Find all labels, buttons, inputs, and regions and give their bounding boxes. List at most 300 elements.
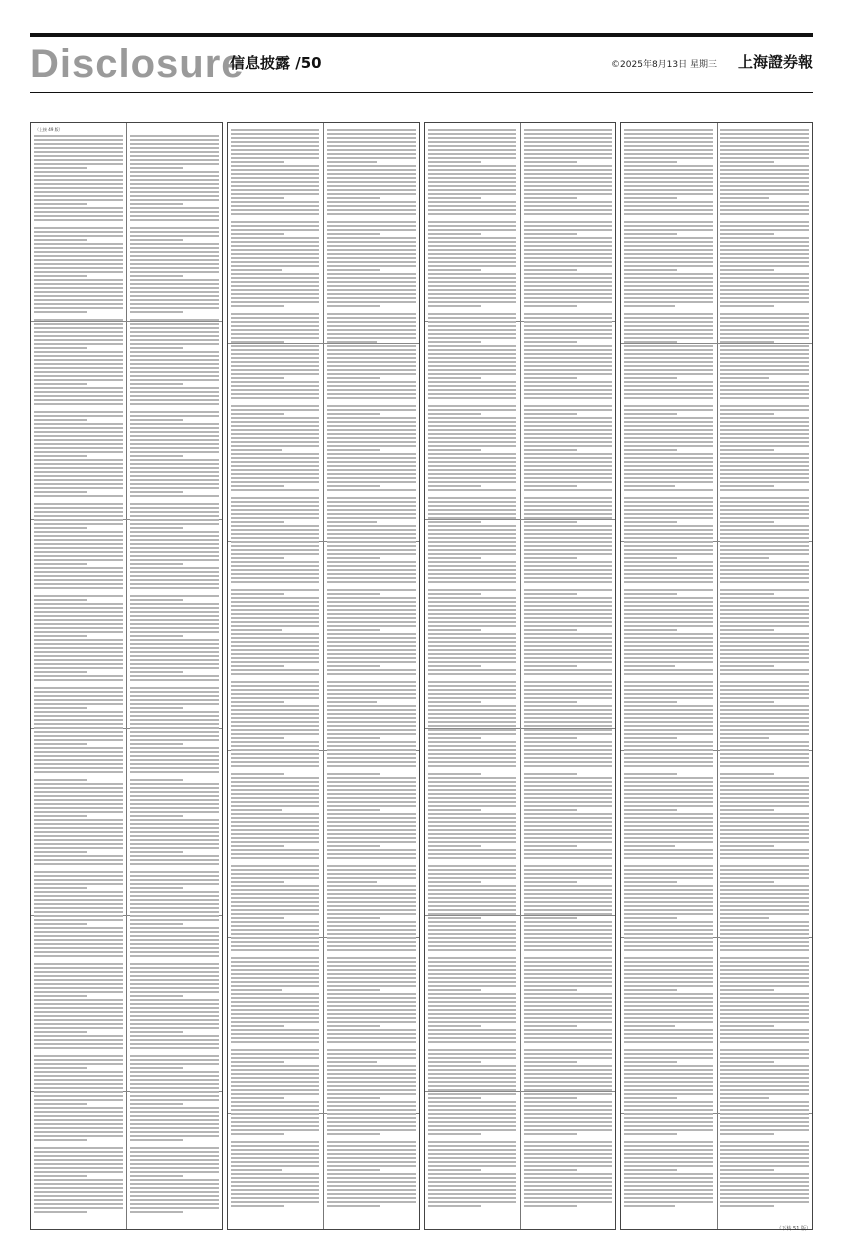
publication-date: ©2025年8月13日 星期三 [611, 60, 717, 70]
text-line [130, 1095, 219, 1097]
text-line [231, 325, 320, 327]
text-line [34, 379, 123, 381]
text-line [327, 469, 416, 471]
text-line [524, 981, 613, 983]
text-line [428, 249, 517, 251]
text-line [624, 453, 713, 455]
text-line [428, 537, 517, 539]
text-line [327, 613, 416, 615]
text-line [624, 805, 713, 807]
text-line [231, 429, 320, 431]
text-line [720, 629, 773, 631]
text-line [624, 1049, 713, 1051]
text-line [428, 993, 517, 995]
text-line [231, 1169, 282, 1171]
text-line [130, 163, 219, 165]
text-line [34, 435, 123, 437]
text-line [327, 481, 416, 483]
text-line [231, 821, 320, 823]
text-line [130, 803, 219, 805]
text-line [428, 305, 481, 307]
text-line [231, 605, 320, 607]
text-line [524, 801, 613, 803]
text-line [428, 237, 517, 239]
text-line [231, 425, 320, 427]
text-line [231, 1153, 320, 1155]
text-line [624, 1053, 713, 1055]
text-line [720, 469, 809, 471]
text-line [624, 885, 713, 887]
text-line [34, 547, 123, 549]
text-line [34, 519, 123, 521]
text-line [34, 423, 123, 425]
text-line [428, 413, 481, 415]
text-line [327, 1065, 416, 1067]
text-line [624, 617, 713, 619]
text-line [130, 1119, 219, 1121]
text-line [720, 1113, 809, 1115]
text-line [524, 1029, 613, 1031]
text-line [720, 673, 809, 675]
text-line [34, 675, 123, 677]
text-line [720, 1085, 809, 1087]
text-line [524, 1065, 613, 1067]
text-line [524, 821, 613, 823]
text-line [231, 713, 320, 715]
text-line [34, 303, 123, 305]
text-line [624, 409, 713, 411]
text-line [130, 319, 219, 321]
text-line [130, 747, 219, 749]
text-line [428, 1165, 517, 1167]
text-line [720, 557, 769, 559]
text-line [34, 987, 123, 989]
text-line [231, 569, 320, 571]
text-line [624, 365, 713, 367]
text-line [624, 517, 713, 519]
text-line [231, 597, 320, 599]
text-line [720, 397, 809, 399]
text-line [130, 1127, 219, 1129]
text-line [34, 651, 123, 653]
text-line [34, 327, 123, 329]
text-line [720, 821, 809, 823]
text-line [524, 789, 613, 791]
text-line [130, 787, 219, 789]
text-line [720, 381, 809, 383]
text-line [428, 229, 517, 231]
text-line [34, 703, 123, 705]
text-line [231, 333, 320, 335]
text-line [34, 183, 123, 185]
text-line [524, 409, 613, 411]
text-line [231, 249, 320, 251]
text-line [231, 693, 320, 695]
text-line [428, 1089, 517, 1091]
text-line [327, 917, 380, 919]
text-line [524, 397, 613, 399]
text-line [524, 1157, 613, 1159]
text-line [524, 1169, 577, 1171]
text-line [720, 889, 809, 891]
text-line [34, 711, 123, 713]
text-line [624, 941, 713, 943]
text-line [720, 1073, 809, 1075]
text-line [428, 1069, 517, 1071]
text-line [624, 445, 713, 447]
text-line [34, 895, 123, 897]
text-line [720, 997, 809, 999]
text-line [231, 881, 284, 883]
text-line [130, 491, 183, 493]
text-line [428, 1009, 517, 1011]
text-line [524, 849, 613, 851]
text-line [428, 453, 517, 455]
text-line [231, 849, 320, 851]
text-line [327, 273, 416, 275]
text-line [130, 527, 183, 529]
text-line [428, 517, 517, 519]
text-line [130, 451, 219, 453]
text-line [231, 1037, 320, 1039]
text-line [524, 1105, 613, 1107]
text-line [34, 811, 123, 813]
text-line [428, 857, 517, 859]
text-line [231, 813, 320, 815]
text-line [428, 373, 517, 375]
text-line [720, 653, 809, 655]
text-line [130, 707, 183, 709]
text-line [524, 601, 613, 603]
text-line [327, 837, 416, 839]
text-line [524, 1141, 613, 1143]
text-line [34, 655, 123, 657]
text-line [428, 985, 517, 987]
text-line [34, 447, 123, 449]
text-line [231, 893, 320, 895]
text-line [720, 609, 809, 611]
text-line [327, 865, 416, 867]
text-line [231, 257, 320, 259]
text-line [231, 165, 320, 167]
text-line [524, 213, 613, 215]
text-line [231, 289, 320, 291]
text-line [624, 297, 713, 299]
text-line [130, 467, 219, 469]
text-line [624, 457, 713, 459]
text-line [524, 421, 613, 423]
text-line [720, 445, 809, 447]
text-line [428, 653, 517, 655]
text-line [524, 1125, 613, 1127]
text-line [720, 1049, 809, 1051]
text-line [428, 1041, 517, 1043]
text-line [624, 981, 713, 983]
text-line [524, 529, 613, 531]
text-line [624, 313, 713, 315]
text-line [624, 681, 713, 683]
text-line [428, 529, 517, 531]
text-line [130, 943, 219, 945]
text-line [524, 517, 613, 519]
text-line [524, 653, 613, 655]
text-line [231, 245, 320, 247]
text-line [428, 1161, 517, 1163]
text-line [624, 829, 713, 831]
text-line [428, 137, 517, 139]
text-line [327, 1029, 416, 1031]
text-line [624, 733, 713, 735]
text-line [720, 297, 809, 299]
text-line [327, 621, 416, 623]
text-line [34, 911, 123, 913]
text-line [720, 273, 809, 275]
text-line [231, 601, 320, 603]
text-line [524, 913, 613, 915]
text-line [231, 625, 320, 627]
text-line [130, 243, 219, 245]
text-line [231, 897, 320, 899]
text-line [130, 895, 219, 897]
text-line [720, 253, 809, 255]
text-line [327, 325, 416, 327]
text-line [624, 193, 713, 195]
text-line [130, 671, 183, 673]
text-line [34, 287, 123, 289]
text-line [130, 975, 219, 977]
text-line [327, 1009, 416, 1011]
text-line [428, 1025, 481, 1027]
text-line [327, 445, 416, 447]
text-line [720, 793, 809, 795]
text-line [231, 541, 320, 543]
text-line [327, 361, 416, 363]
text-line [624, 173, 713, 175]
text-line [130, 595, 219, 597]
text-line [524, 181, 613, 183]
text-line [34, 523, 123, 525]
text-line [327, 461, 416, 463]
text-line [720, 437, 809, 439]
text-line [624, 1101, 713, 1103]
text-line [34, 1087, 123, 1089]
text-line [327, 1185, 416, 1187]
text-line [231, 921, 320, 923]
text-line [524, 865, 613, 867]
text-line [428, 1033, 517, 1035]
text-line [231, 633, 320, 635]
text-line [231, 905, 320, 907]
text-line [130, 763, 219, 765]
text-line [428, 1197, 517, 1199]
text-line [130, 471, 219, 473]
text-line [130, 515, 219, 517]
text-line [624, 893, 713, 895]
text-line [624, 265, 713, 267]
text-line [327, 261, 416, 263]
text-line [231, 705, 320, 707]
text-line [720, 941, 809, 943]
text-line [231, 1089, 320, 1091]
text-line [231, 273, 320, 275]
text-line [720, 633, 809, 635]
text-line [327, 561, 416, 563]
text-line [428, 761, 517, 763]
text-block [428, 129, 517, 1209]
text-line [524, 1173, 613, 1175]
text-line [524, 893, 613, 895]
text-line [231, 721, 320, 723]
text-line [524, 149, 613, 151]
text-line [624, 257, 713, 259]
text-line [130, 1063, 219, 1065]
text-line [524, 1181, 613, 1183]
text-line [428, 745, 517, 747]
text-line [130, 139, 219, 141]
text-line [327, 877, 416, 879]
text-line [624, 593, 677, 595]
text-line [327, 1205, 380, 1207]
text-line [720, 833, 809, 835]
text-line [34, 607, 123, 609]
text-line [428, 329, 517, 331]
text-line [720, 693, 809, 695]
text-line [624, 169, 713, 171]
text-line [524, 881, 577, 883]
text-line [524, 413, 577, 415]
column-divider [323, 123, 324, 1229]
text-line [720, 325, 809, 327]
text-line [34, 903, 123, 905]
text-line [720, 257, 809, 259]
text-line [327, 669, 416, 671]
text-line [34, 319, 123, 321]
text-line [428, 197, 481, 199]
text-line [130, 847, 219, 849]
text-line [524, 565, 613, 567]
text-line [624, 389, 713, 391]
text-line [428, 733, 517, 735]
text-line [524, 805, 613, 807]
text-line [428, 141, 517, 143]
text-line [624, 1189, 713, 1191]
text-line [720, 453, 809, 455]
text-line [327, 1153, 416, 1155]
text-line [624, 709, 713, 711]
text-line [34, 455, 87, 457]
text-line [34, 515, 123, 517]
text-line [34, 323, 123, 325]
text-line [231, 481, 320, 483]
text-line [34, 215, 123, 217]
text-line [524, 445, 613, 447]
text-line [130, 783, 219, 785]
text-line [34, 967, 123, 969]
text-line [624, 613, 713, 615]
text-line [720, 709, 809, 711]
text-line [231, 421, 320, 423]
text-line [130, 395, 219, 397]
text-line [428, 489, 517, 491]
text-line [34, 971, 123, 973]
text-line [624, 521, 677, 523]
text-line [231, 725, 320, 727]
text-line [524, 141, 613, 143]
text-line [524, 1129, 613, 1131]
text-line [327, 1181, 416, 1183]
text-line [720, 897, 809, 899]
text-line [34, 1099, 123, 1101]
text-line [327, 489, 416, 491]
text-line [130, 883, 219, 885]
text-line [130, 807, 219, 809]
text-line [130, 495, 219, 497]
text-line [327, 593, 380, 595]
text-line [130, 347, 183, 349]
text-line [524, 261, 613, 263]
continued-from-label: （上接 49 版） [35, 127, 63, 132]
text-line [327, 609, 416, 611]
text-line [720, 1005, 809, 1007]
text-line [34, 231, 123, 233]
text-line [624, 785, 713, 787]
text-line [720, 565, 809, 567]
text-line [130, 903, 219, 905]
text-line [428, 589, 517, 591]
text-line [130, 987, 219, 989]
text-line [327, 381, 416, 383]
text-line [34, 787, 123, 789]
text-line [720, 1077, 809, 1079]
text-line [34, 579, 123, 581]
text-line [34, 1091, 123, 1093]
text-line [231, 1125, 320, 1127]
text-line [327, 365, 416, 367]
text-line [130, 259, 219, 261]
text-line [327, 857, 416, 859]
text-line [327, 389, 416, 391]
text-line [130, 623, 219, 625]
text-line [524, 345, 613, 347]
text-line [624, 285, 713, 287]
text-line [720, 1017, 809, 1019]
text-line [130, 231, 219, 233]
text-line [130, 755, 219, 757]
text-line [624, 489, 713, 491]
text-line [327, 1197, 416, 1199]
text-line [34, 635, 87, 637]
text-line [130, 743, 183, 745]
text-line [130, 1211, 183, 1213]
text-line [130, 1171, 219, 1173]
text-line [624, 541, 713, 543]
text-line [524, 505, 613, 507]
text-block [327, 129, 416, 1209]
text-line [624, 985, 713, 987]
text-line [624, 325, 713, 327]
text-line [720, 1053, 809, 1055]
text-line [130, 939, 219, 941]
text-line [34, 679, 123, 681]
text-line [428, 833, 517, 835]
text-line [720, 369, 809, 371]
text-line [327, 1001, 416, 1003]
text-line [34, 1039, 123, 1041]
text-line [231, 973, 320, 975]
text-line [130, 1091, 219, 1093]
text-line [428, 605, 517, 607]
text-line [624, 689, 713, 691]
